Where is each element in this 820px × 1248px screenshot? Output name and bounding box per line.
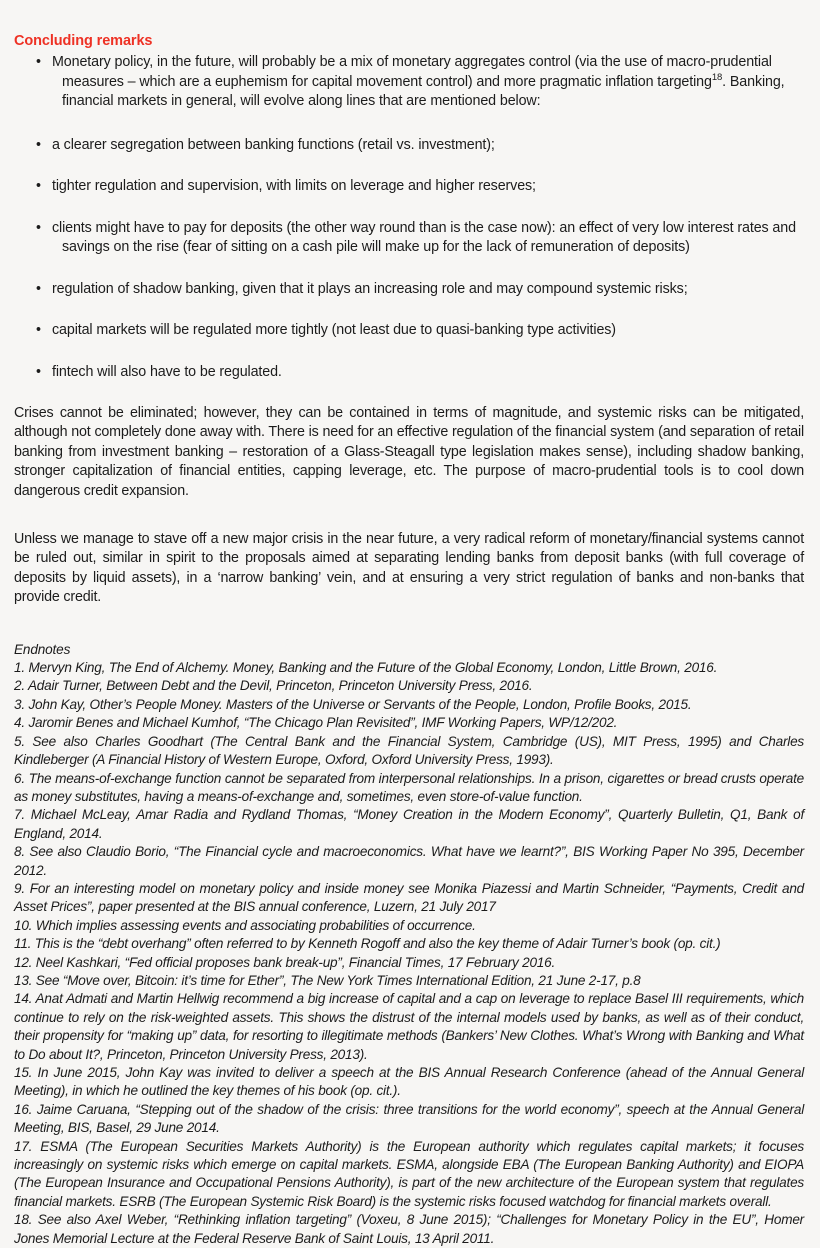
bullet-glyph: •	[36, 54, 41, 70]
list-item-text: regulation of shadow banking, given that it plays an increasing role and may compound systemic risks;	[52, 280, 688, 297]
endnote-item: 11. This is the “debt overhang” often referred to by Kenneth Rogoff and also the key theme of Adair Turner’s book (op. cit.)	[14, 936, 721, 952]
list-item-text: a clearer segregation between banking functions (retail vs. investment);	[52, 136, 495, 153]
endnote-item: 15. In June 2015, John Kay was invited to deliver a speech at the BIS Annual Research Conference (ahead of the Annual General Meeting), in which he outlined the key themes of his book (op. cit.).	[14, 1065, 804, 1099]
bullet-glyph: •	[36, 280, 41, 297]
footnote-ref: 18	[711, 71, 723, 83]
list-item-text-part-1: Monetary policy, in the future, will probably be a mix of monetary aggregates control (via the use of macro-prudential measures – which are a euphemism for capital movement control) and more pragmatic inflation targeting	[52, 54, 772, 90]
body-paragraph: Unless we manage to stave off a new major crisis in the near future, a very radical reform of monetary/financial systems cannot be ruled out, similar in spirit to the proposals aimed at separating lending banks from deposit banks (with full coverage of deposits by liquid assets), in a ‘narrow banking’ vein, and at ensuring a very strict regulation of banks and non-banks that provide credit.	[14, 531, 804, 606]
endnote-item: 13. See “Move over, Bitcoin: it’s time for Ether”, The New York Times International Edition, 21 June 2-17, p.8	[14, 972, 641, 988]
endnote-item: 18. See also Axel Weber, “Rethinking inflation targeting” (Voxeu, 8 June 2015); “Challenges for Monetary Policy in the EU”, Homer Jones Memorial Lecture at the Federal Reserve Bank of Saint Louis, 13 April 2011.	[14, 1212, 804, 1246]
list-item	[10, 321, 810, 341]
endnote-item: 1. Mervyn King, The End of Alchemy. Money, Banking and the Future of the Global Economy, London, Little Brown, 2016.	[14, 660, 718, 676]
list-item	[10, 363, 810, 383]
bullet-glyph: •	[36, 322, 41, 338]
endnotes-section	[14, 641, 810, 1248]
list-item-text-part-2: . Banking, financial markets in general, will evolve along lines that are mentioned below:	[62, 73, 785, 109]
endnote-item: 9. For an interesting model on monetary policy and inside money see Monika Piazessi and Martin Schneider, “Payments, Credit and Asset Prices”, paper presented at the BIS annual conference, Luzern, 21 July 2017	[14, 880, 804, 915]
endnote-item: 3. John Kay, Other’s People Money. Masters of the Universe or Servants of the People, London, Profile Books, 2015.	[14, 696, 692, 712]
list-item	[10, 219, 810, 258]
endnote-item: 10. Which implies assessing events and associating probabilities of occurrence.	[14, 917, 476, 933]
bullet-glyph: •	[36, 136, 41, 153]
endnote-item: 7. Michael McLeay, Amar Radia and Rydland Thomas, “Money Creation in the Modern Economy”, Quarterly Bulletin, Q1, Bank of England, 2014.	[14, 807, 804, 841]
list-item	[10, 136, 810, 156]
recommendations-list	[10, 53, 810, 382]
endnote-item: 17. ESMA (The European Securities Markets Authority) is the European authority which regulates capital markets; it focuses increasingly on systemic risks which emerge on capital markets. ESMA, alongside EBA (The European Banking Authority) and EIOPA (The European Insurance and Occupational Pensions Authority), is part of the new architecture of the European system that regulates financial markets. ESRB (The European Systemic Risk Board) is the systemic risks focused watchdog for financial markets overall.	[14, 1138, 804, 1209]
endnotes-title: Endnotes	[14, 641, 71, 657]
list-item-text: fintech will also have to be regulated.	[52, 363, 282, 380]
list-item-text: capital markets will be regulated more tightly (not least due to quasi-banking type activities)	[52, 322, 616, 338]
endnote-item: 6. The means-of-exchange function cannot be separated from interpersonal relationships. In a prison, cigarettes or bread crusts operate as money substitutes, having a means-of-exchange and, sometimes, even store-of-value function.	[14, 770, 804, 804]
endnote-item: 2. Adair Turner, Between Debt and the Devil, Princeton, Princeton University Press, 2016.	[14, 678, 533, 694]
body-paragraph: Crises cannot be eliminated; however, they can be contained in terms of magnitude, and systemic risks can be mitigated, although not completely done away with. There is need for an effective regulation of the financial system (and separation of retail banking from investment banking – restoration of a Glass-Steagall type legislation makes sense), including shadow banking, stronger capitalization of financial entities, capping leverage, etc. The purpose of macro-prudential tools is to cool down dangerous credit expansion.	[14, 405, 804, 499]
list-item-text: clients might have to pay for deposits (the other way round than is the case now): an effect of very low interest rates and savings on the rise (fear of sitting on a cash pile will make up for the lack of remuneration of deposits)	[52, 219, 796, 255]
endnote-item: 4. Jaromir Benes and Michael Kumhof, “The Chicago Plan Revisited”, IMF Working Papers, WP/12/202.	[14, 715, 618, 731]
endnote-item: 14. Anat Admati and Martin Hellwig recommend a big increase of capital and a cap on leverage to replace Basel III requirements, which continue to rely on the risk-weighted assets. This shows the distrust of the internal models used by banks, as well as of their conduct, their propensity for “making up” data, for resorting to illegitimate methods (Bankers’ New Clothes. What’s Wrong with Banking and What to Do about It?, Princeton, Princeton University Press, 2013).	[14, 991, 804, 1062]
bullet-glyph: •	[36, 178, 41, 194]
endnote-item: 12. Neel Kashkari, “Fed official proposes bank break-up”, Financial Times, 17 February 2016.	[14, 954, 556, 970]
list-item	[10, 53, 810, 112]
page-title: Concluding remarks	[14, 33, 153, 49]
list-item	[10, 177, 810, 197]
list-item-text	[52, 53, 810, 112]
list-item-text: tighter regulation and supervision, with limits on leverage and higher reserves;	[52, 178, 536, 194]
bullet-glyph: •	[36, 363, 41, 380]
list-item	[10, 280, 810, 300]
endnote-item: 8. See also Claudio Borio, “The Financial cycle and macroeconomics. What have we learnt?”, BIS Working Paper No 395, December 2012.	[14, 844, 804, 878]
endnote-item: 5. See also Charles Goodhart (The Central Bank and the Financial System, Cambridge (US), MIT Press, 1995) and Charles Kindleberger (A Financial History of Western Europe, Oxford, Oxford University Press, 1993).	[14, 733, 804, 768]
endnote-item: 16. Jaime Caruana, “Stepping out of the shadow of the crisis: three transitions for the world economy”, speech at the Annual General Meeting, BIS, Basel, 29 June 2014.	[14, 1101, 804, 1136]
bullet-glyph: •	[36, 219, 41, 236]
